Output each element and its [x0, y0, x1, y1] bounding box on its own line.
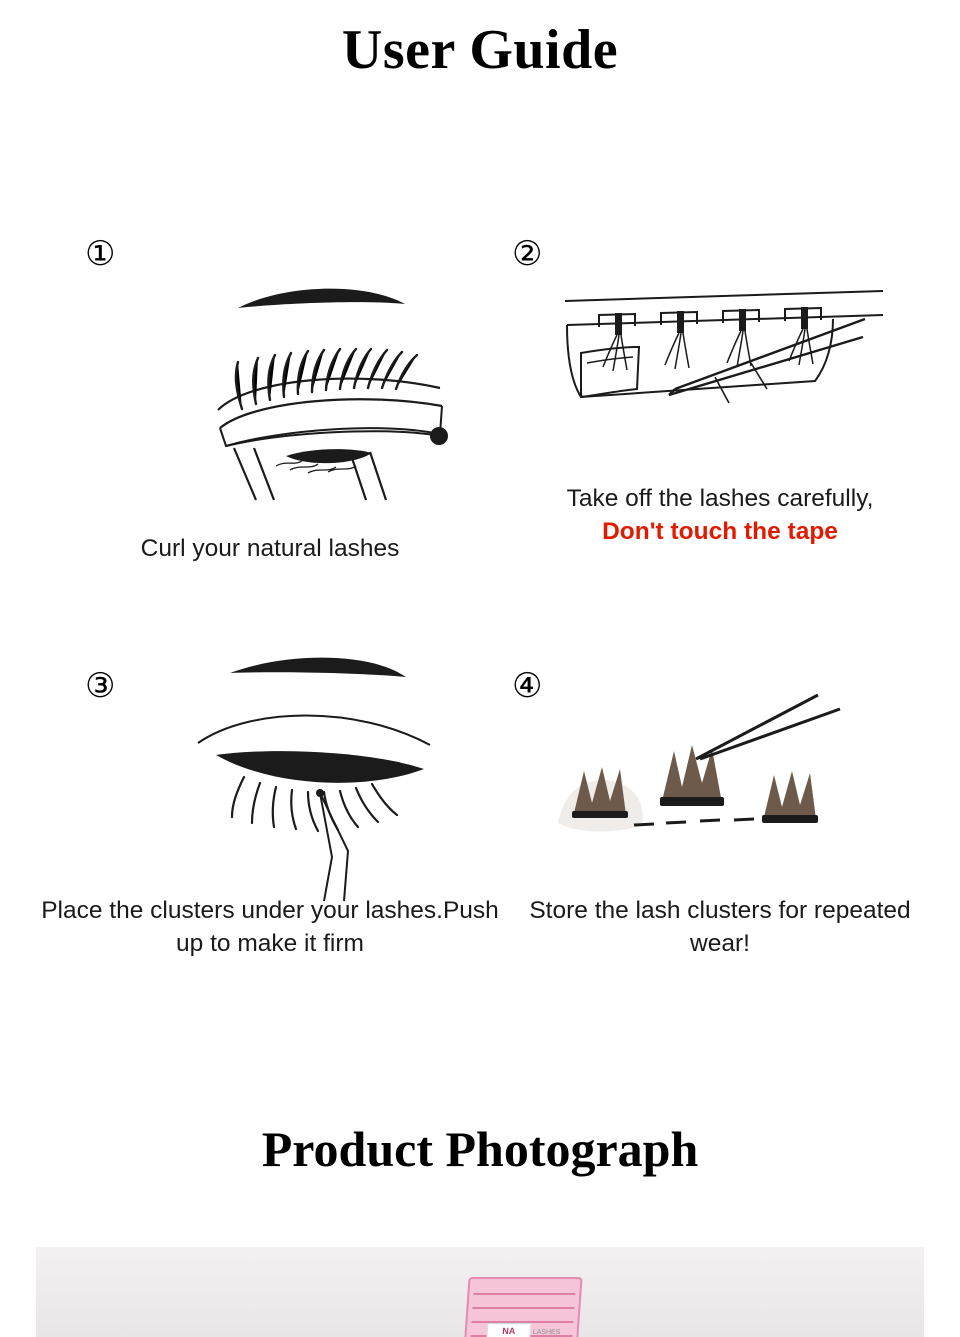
step-2-warning: Don't touch the tape	[602, 517, 838, 545]
product-photograph-title: Product Photograph	[261, 1121, 699, 1177]
tray-brand-sub: LASHES	[532, 1329, 561, 1336]
eyelash-curler-icon	[190, 270, 450, 500]
step-2	[500, 215, 940, 595]
step-2-number: ②	[512, 235, 543, 273]
product-photo	[36, 1247, 924, 1337]
step-2-caption	[500, 483, 940, 548]
step-4-caption: Store the lash clusters for repeated wear!	[529, 897, 911, 957]
step-4-number: ④	[512, 667, 543, 705]
lash-tray-image	[463, 1277, 582, 1337]
lash-row	[473, 1293, 575, 1295]
page-title: User Guide	[341, 19, 619, 81]
step-3-number: ③	[85, 667, 116, 705]
lash-row	[472, 1307, 574, 1309]
step-2-caption-text: Take off the lashes carefully,	[566, 485, 874, 512]
step-1-number: ①	[85, 235, 116, 273]
tweezers-removing-lash-tray-icon	[565, 285, 885, 435]
step-1	[60, 215, 480, 595]
step-1-caption: Curl your natural lashes	[140, 535, 400, 562]
eye-with-cluster-applicator-icon	[180, 651, 460, 901]
step-4	[500, 633, 940, 993]
step-3	[41, 633, 499, 993]
step-3-caption: Place the clusters under your lashes.Push up to make it firm	[41, 897, 499, 957]
tray-brand-label: NA	[486, 1323, 531, 1337]
tweezers-storing-clusters-icon	[550, 693, 880, 873]
